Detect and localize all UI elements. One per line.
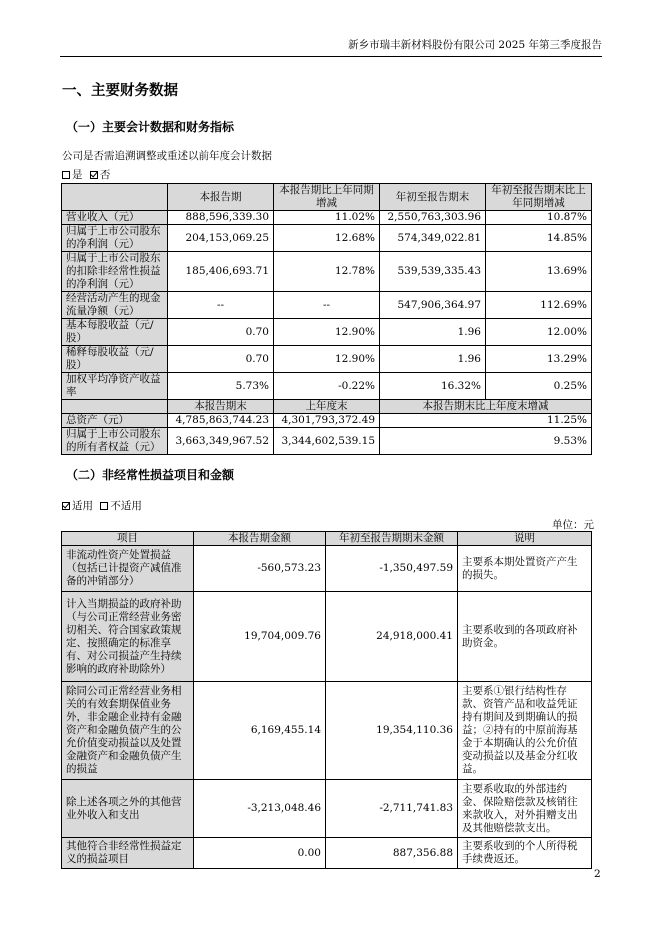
cell-value: 185,406,693.71	[168, 252, 274, 292]
header-cell: 本报告期比上年同期增减	[274, 184, 380, 211]
cell-note: 主要系本期处置资产产生的损失。	[458, 546, 592, 592]
cell-note: 主要系①银行结构性存款、资管产品和收益凭证持有期间及到期确认的损益；②持有的中原前海基金于本期确认的公允价值变动损益以及基金分红收益。	[458, 682, 592, 780]
cell-value: 112.69%	[486, 292, 592, 319]
cell-value: 13.29%	[486, 346, 592, 373]
table-row	[62, 346, 592, 373]
cell-value: 3,663,349,967.52	[168, 428, 274, 455]
cell-value: -0.22%	[274, 373, 380, 400]
header-cell	[62, 184, 168, 211]
page-number: 2	[594, 868, 601, 880]
cell-value: 4,785,863,744.23	[168, 414, 274, 428]
header-cell: 说明	[458, 532, 592, 546]
cell-value: 12.90%	[274, 319, 380, 346]
non-recurring-items-table	[61, 531, 592, 869]
cell-value: 0.70	[168, 346, 274, 373]
restatement-options	[62, 167, 110, 182]
table-row	[62, 780, 592, 838]
unit-label: 单位：元	[552, 519, 594, 531]
cell-value: -2,711,741.83	[326, 780, 458, 838]
cell-value: 2,550,763,303.96	[380, 211, 486, 225]
header-cell: 年初至报告期末	[380, 184, 486, 211]
header-cell: 项目	[62, 532, 194, 546]
cell-value: 16.32%	[380, 373, 486, 400]
cell-note: 主要系收到的个人所得税手续费返还。	[458, 838, 592, 869]
option-applicable-label: 适用	[72, 500, 93, 512]
cell-value: 11.02%	[274, 211, 380, 225]
table-header-row-2	[62, 400, 592, 414]
row-label: 加权平均净资产收益率	[62, 373, 168, 400]
row-label: 总资产（元）	[62, 414, 168, 428]
row-label: 计入当期损益的政府补助（与公司正常经营业务密切相关、符合国家政策规定、按照确定的标准享有、对公司损益产生持续影响的政府补助除外）	[62, 592, 194, 682]
cell-value: -560,573.23	[194, 546, 326, 592]
cell-value: -1,350,497.59	[326, 546, 458, 592]
cell-value: 12.68%	[274, 225, 380, 252]
cell-value: -3,213,048.46	[194, 780, 326, 838]
row-label: 营业收入（元）	[62, 211, 168, 225]
cell-note: 主要系收取的外部违约金、保险赔偿款及核销往来款收入，对外捐赠支出及其他赔偿款支出。	[458, 780, 592, 838]
row-label: 除同公司正常经营业务相关的有效套期保值业务外，非金融企业持有金融资产和金融负债产生的公允价值变动损益以及处置金融资产和金融负债产生的损益	[62, 682, 194, 780]
subsection-title-2: （二）非经常性损益项目和金额	[66, 468, 235, 482]
header-cell: 年初至报告期期末金额	[326, 532, 458, 546]
checkbox-yes[interactable]	[62, 171, 70, 179]
table-row	[62, 211, 592, 225]
option-no-label: 否	[99, 169, 111, 181]
table-header-row	[62, 532, 592, 546]
row-label: 其他符合非经常性损益定义的损益项目	[62, 838, 194, 869]
cell-value: 19,354,110.36	[326, 682, 458, 780]
cell-value: 574,349,022.81	[380, 225, 486, 252]
table-row	[62, 838, 592, 869]
option-yes-label: 是	[72, 169, 83, 181]
restatement-question: 公司是否需追溯调整或重述以前年度会计数据	[62, 150, 272, 162]
header-cell: 年初至报告期末比上年同期增减	[486, 184, 592, 211]
cell-value: 12.78%	[274, 252, 380, 292]
table-row	[62, 252, 592, 292]
section-title: 一、主要财务数据	[62, 83, 178, 99]
cell-value: 11.25%	[380, 414, 592, 428]
financial-data-table	[61, 183, 592, 455]
table-row	[62, 319, 592, 346]
cell-value: 1.96	[380, 346, 486, 373]
table-row	[62, 292, 592, 319]
cell-value: 888,596,339.30	[168, 211, 274, 225]
cell-value: 887,356.88	[326, 838, 458, 869]
header-cell: 本报告期金额	[194, 532, 326, 546]
table-row	[62, 428, 592, 455]
row-label: 归属于上市公司股东的所有者权益（元）	[62, 428, 168, 455]
cell-value: 3,344,602,539.15	[274, 428, 380, 455]
applicable-options	[62, 498, 142, 513]
table-row	[62, 592, 592, 682]
row-label: 基本每股收益（元/股）	[62, 319, 168, 346]
cell-value: --	[274, 292, 380, 319]
table-row	[62, 546, 592, 592]
table-header-row	[62, 184, 592, 211]
table-row	[62, 373, 592, 400]
cell-value: 19,704,009.76	[194, 592, 326, 682]
row-label: 非流动性资产处置损益（包括已计提资产减值准备的冲销部分）	[62, 546, 194, 592]
cell-value: 10.87%	[486, 211, 592, 225]
checkbox-applicable-checked[interactable]	[62, 502, 70, 510]
subsection-title-1: （一）主要会计数据和财务指标	[66, 120, 235, 134]
header-cell: 本报告期	[168, 184, 274, 211]
row-label: 除上述各项之外的其他营业外收入和支出	[62, 780, 194, 838]
header-cell: 本报告期末	[168, 400, 274, 414]
cell-value: 12.90%	[274, 346, 380, 373]
cell-value: 0.00	[194, 838, 326, 869]
cell-value: 9.53%	[380, 428, 592, 455]
checkbox-no-checked[interactable]	[90, 171, 98, 179]
cell-value: 0.70	[168, 319, 274, 346]
table-row	[62, 225, 592, 252]
report-header: 新乡市瑞丰新材料股份有限公司 2025 年第三季度报告	[60, 34, 602, 57]
cell-value: 4,301,793,372.49	[274, 414, 380, 428]
row-label: 稀释每股收益（元/股）	[62, 346, 168, 373]
cell-note: 主要系收到的各项政府补助资金。	[458, 592, 592, 682]
cell-value: 204,153,069.25	[168, 225, 274, 252]
cell-value: 547,906,364.97	[380, 292, 486, 319]
option-not-applicable-label: 不适用	[110, 500, 142, 512]
cell-value: --	[168, 292, 274, 319]
header-cell: 上年度末	[274, 400, 380, 414]
header-cell	[62, 400, 168, 414]
cell-value: 5.73%	[168, 373, 274, 400]
cell-value: 24,918,000.41	[326, 592, 458, 682]
cell-value: 12.00%	[486, 319, 592, 346]
row-label: 归属于上市公司股东的扣除非经常性损益的净利润（元）	[62, 252, 168, 292]
table-row	[62, 414, 592, 428]
table-row	[62, 682, 592, 780]
cell-value: 6,169,455.14	[194, 682, 326, 780]
cell-value: 0.25%	[486, 373, 592, 400]
cell-value: 13.69%	[486, 252, 592, 292]
cell-value: 539,539,335.43	[380, 252, 486, 292]
cell-value: 14.85%	[486, 225, 592, 252]
header-cell: 本报告期末比上年度末增减	[380, 400, 592, 414]
row-label: 经营活动产生的现金流量净额（元）	[62, 292, 168, 319]
row-label: 归属于上市公司股东的净利润（元）	[62, 225, 168, 252]
cell-value: 1.96	[380, 319, 486, 346]
checkbox-not-applicable[interactable]	[100, 502, 108, 510]
